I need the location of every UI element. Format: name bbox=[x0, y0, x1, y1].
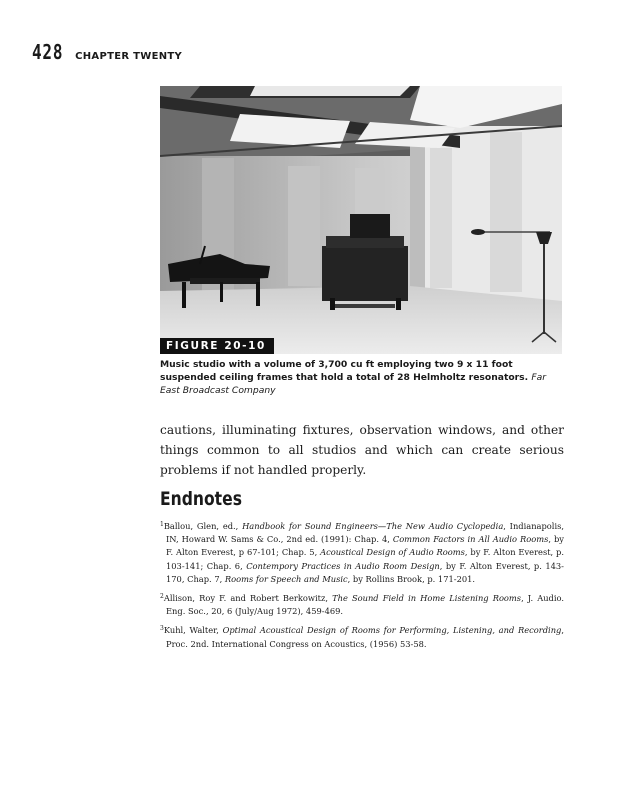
endnote-text: Allison, Roy F. and Robert Berkowitz, bbox=[163, 593, 333, 604]
chapter-title: CHAPTER TWENTY bbox=[75, 51, 183, 62]
body-paragraph: cautions, illuminating fixtures, observation windows, and other things common to all studios and which can create serious problems if not handled properly. bbox=[160, 423, 564, 477]
page-number: 428 bbox=[32, 40, 64, 64]
endnote-text: , by Rollins Brook, p. 171-201. bbox=[347, 573, 476, 584]
caption-credit: Far East Broadcast Company bbox=[160, 372, 547, 396]
endnote-title: Rooms for Speech and Music bbox=[224, 573, 348, 584]
endnote-title: Optimal Acoustical Design of Rooms for Performing, Listening, and Recording bbox=[222, 625, 562, 636]
endnote-number: 1 bbox=[160, 521, 164, 528]
endnote-title: Common Factors in All Audio Rooms bbox=[392, 534, 549, 545]
endnote-text: , by F. Alton Everest, p. 143-170, Chap. 7, bbox=[166, 560, 564, 584]
endnote-title: Contempory Practices in Audio Room Design bbox=[246, 560, 440, 571]
section-heading: Endnotes bbox=[160, 488, 242, 510]
page-header bbox=[32, 40, 182, 64]
figure-caption bbox=[160, 358, 568, 397]
endnote-3 bbox=[160, 622, 564, 650]
endnote-text: Kuhl, Walter, bbox=[163, 625, 223, 636]
endnote-text: , Indianapolis, IN, Howard W. Sams & Co., 2nd ed. (1991): Chap. 4, bbox=[166, 521, 564, 545]
endnote-number: 3 bbox=[160, 625, 164, 633]
endnote-2 bbox=[160, 590, 564, 618]
endnote-text: , J. Audio. Eng. Soc., 20, 6 (July/Aug 1972), 459-469. bbox=[166, 593, 564, 617]
studio-photo-illustration bbox=[160, 86, 562, 354]
endnote-title: Handbook for Sound Engineers—The New Audio Cyclopedia bbox=[242, 521, 504, 531]
endnote-title: Acoustical Design of Audio Rooms bbox=[320, 547, 465, 558]
figure-photo bbox=[160, 86, 562, 354]
endnote-text: Ballou, Glen, ed., bbox=[163, 521, 243, 531]
caption-text: Music studio with a volume of 3,700 cu ft employing two 9 x 11 foot suspended ceiling frames that hold a total of 28 Helmholtz resonators. bbox=[160, 359, 529, 383]
endnotes-list bbox=[160, 518, 564, 655]
endnote-title: The Sound Field in Home Listening Rooms bbox=[332, 593, 522, 604]
endnote-number: 2 bbox=[160, 593, 164, 601]
endnote-1 bbox=[160, 518, 564, 586]
endnote-text: , by F. Alton Everest, p. 103-141; Chap. 6, bbox=[166, 547, 565, 571]
endnote-text: , by F. Alton Everest, p 67-101; Chap. 5, bbox=[166, 534, 564, 558]
figure-label: FIGURE 20-10 bbox=[160, 338, 274, 354]
endnote-text: , Proc. 2nd. International Congress on Acoustics, (1956) 53-58. bbox=[166, 625, 564, 649]
